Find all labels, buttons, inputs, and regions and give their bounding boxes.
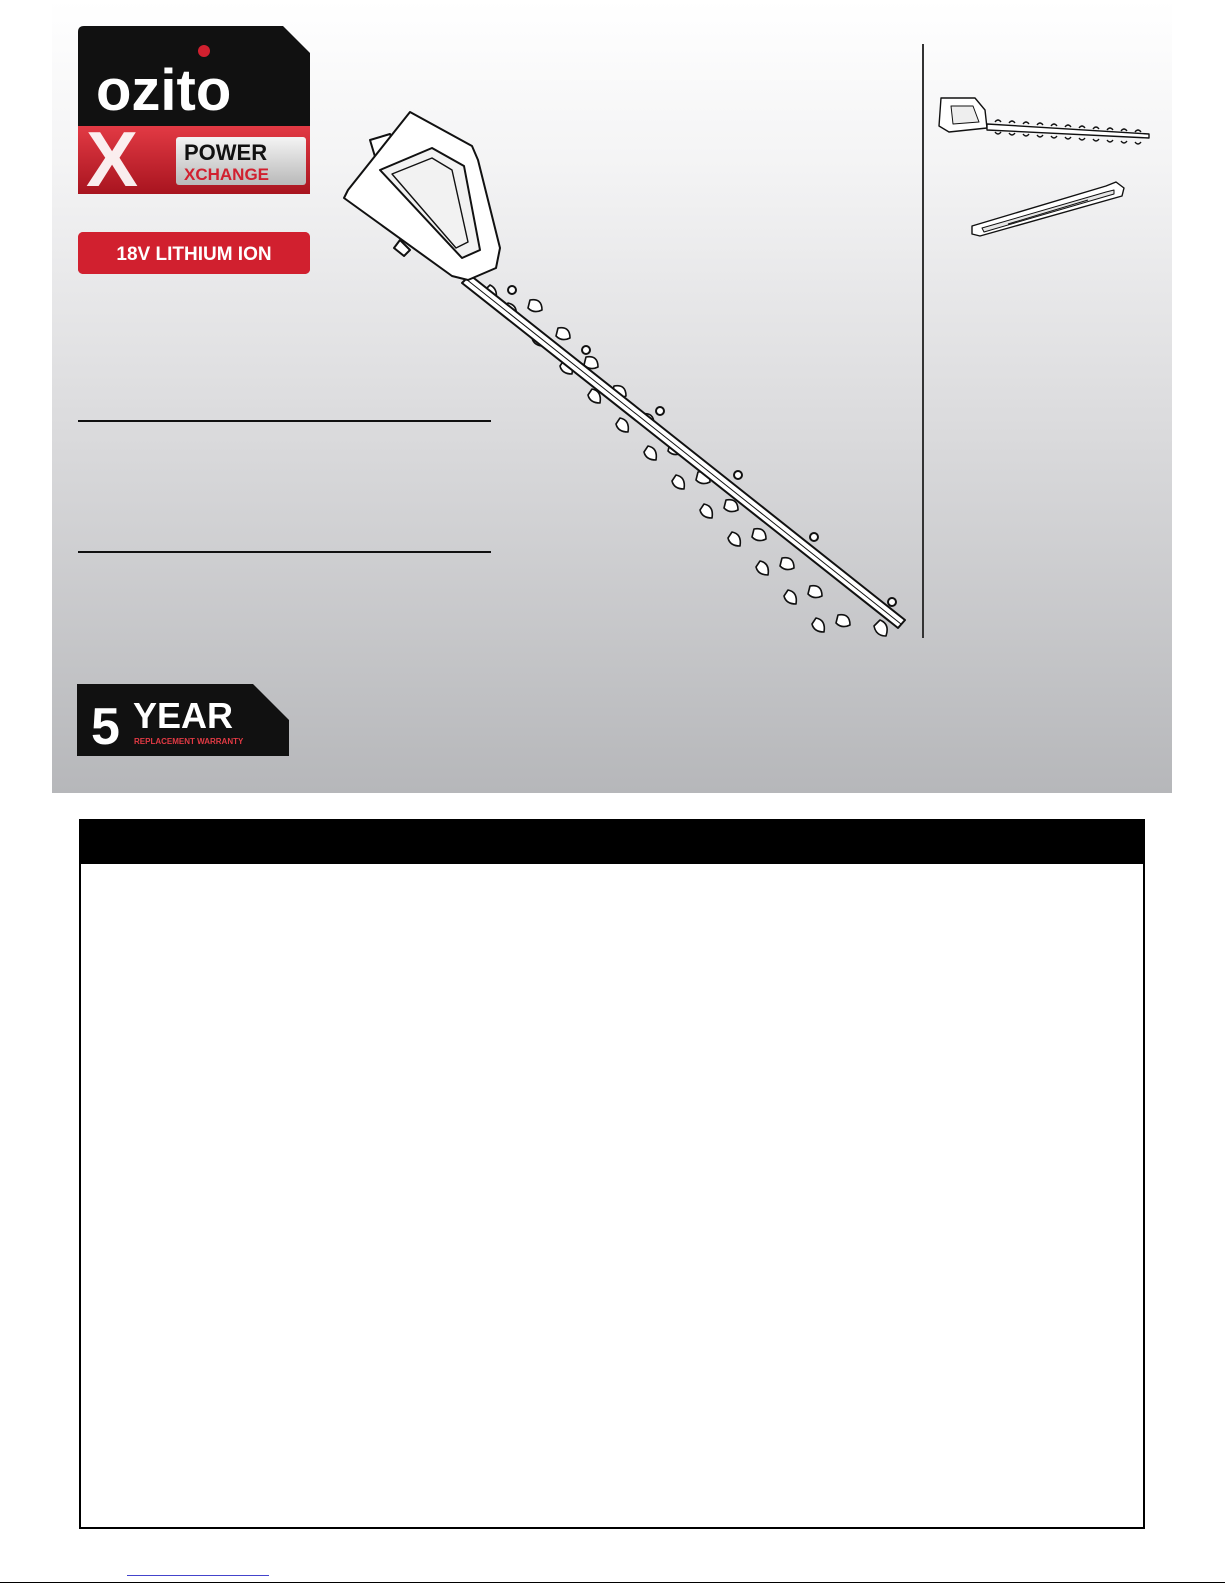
brand-name: ozito (96, 58, 232, 123)
footer-link[interactable] (127, 1575, 269, 1576)
xchange-word: XCHANGE (184, 165, 270, 184)
column-divider (922, 44, 924, 638)
ozito-logo (78, 26, 310, 196)
x-letter: X (86, 115, 139, 196)
blade-cover-icon (968, 178, 1128, 242)
warranty-badge (77, 684, 289, 756)
voltage-label: 18V LITHIUM ION (116, 244, 272, 265)
panel-header-bar (81, 821, 1143, 864)
page-bottom-rule (0, 1582, 1225, 1583)
power-word: POWER (184, 140, 268, 165)
hedge-trimmer-attachment-icon (340, 100, 930, 650)
warranty-years: 5 (91, 698, 120, 756)
voltage-badge (78, 232, 310, 274)
warranty-subtitle: REPLACEMENT WARRANTY (134, 737, 244, 746)
hedge-trimmer-thumbnail-icon (935, 92, 1155, 152)
warranty-word: YEAR (133, 695, 234, 736)
content-panel (79, 819, 1145, 1529)
